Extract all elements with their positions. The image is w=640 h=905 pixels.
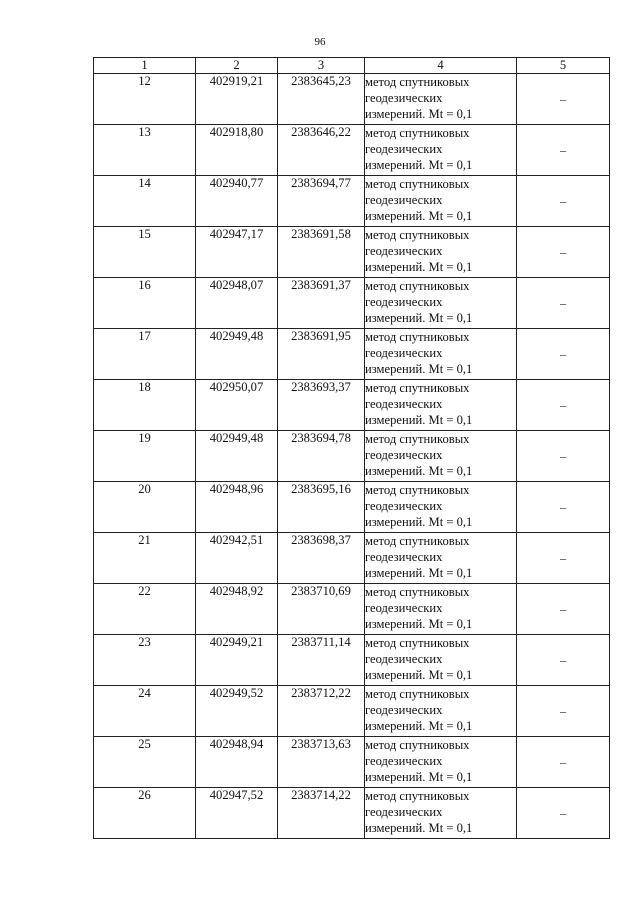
method-line-3: измерений. Mt = 0,1 (365, 566, 473, 580)
method-line-2: геодезических (365, 91, 443, 105)
method-line-3: измерений. Mt = 0,1 (365, 260, 473, 274)
description-cell: – (517, 227, 610, 278)
point-number: 23 (94, 635, 196, 686)
method-cell (365, 635, 517, 686)
method-line-2: геодезических (365, 346, 443, 360)
point-number: 26 (94, 788, 196, 839)
method-line-2: геодезических (365, 142, 443, 156)
coordinate-x: 402919,21 (196, 74, 278, 125)
table-row (94, 329, 610, 380)
method-line-1: метод спутниковых (365, 687, 470, 701)
coordinate-y: 2383710,69 (278, 584, 365, 635)
method-line-3: измерений. Mt = 0,1 (365, 821, 473, 835)
method-line-2: геодезических (365, 499, 443, 513)
table-row (94, 125, 610, 176)
table-row (94, 584, 610, 635)
method-line-3: измерений. Mt = 0,1 (365, 668, 473, 682)
table-row (94, 635, 610, 686)
point-number: 12 (94, 74, 196, 125)
method-line-1: метод спутниковых (365, 279, 470, 293)
coordinate-y: 2383698,37 (278, 533, 365, 584)
point-number: 17 (94, 329, 196, 380)
coordinate-x: 402918,80 (196, 125, 278, 176)
coordinate-x: 402950,07 (196, 380, 278, 431)
table-row (94, 227, 610, 278)
method-line-1: метод спутниковых (365, 228, 470, 242)
method-line-1: метод спутниковых (365, 738, 470, 752)
method-line-3: измерений. Mt = 0,1 (365, 515, 473, 529)
description-cell: – (517, 74, 610, 125)
coordinate-x: 402948,94 (196, 737, 278, 788)
method-line-3: измерений. Mt = 0,1 (365, 413, 473, 427)
method-line-3: измерений. Mt = 0,1 (365, 107, 473, 121)
point-number: 24 (94, 686, 196, 737)
method-cell (365, 686, 517, 737)
table-row (94, 431, 610, 482)
method-cell (365, 482, 517, 533)
coordinate-x: 402949,52 (196, 686, 278, 737)
table-row (94, 788, 610, 839)
table-row (94, 74, 610, 125)
coordinate-x: 402940,77 (196, 176, 278, 227)
method-line-1: метод спутниковых (365, 330, 470, 344)
description-cell: – (517, 176, 610, 227)
method-line-2: геодезических (365, 397, 443, 411)
method-line-1: метод спутниковых (365, 177, 470, 191)
method-cell (365, 74, 517, 125)
method-cell (365, 737, 517, 788)
coordinate-x: 402949,48 (196, 431, 278, 482)
header-col-2: 2 (196, 58, 278, 74)
table-row (94, 686, 610, 737)
coordinate-y: 2383712,22 (278, 686, 365, 737)
point-number: 18 (94, 380, 196, 431)
method-cell (365, 584, 517, 635)
method-line-1: метод спутниковых (365, 483, 470, 497)
description-cell: – (517, 737, 610, 788)
method-line-2: геодезических (365, 448, 443, 462)
point-number: 20 (94, 482, 196, 533)
method-line-2: геодезических (365, 601, 443, 615)
coordinate-x: 402948,92 (196, 584, 278, 635)
method-line-2: геодезических (365, 193, 443, 207)
coordinate-y: 2383693,37 (278, 380, 365, 431)
method-cell (365, 788, 517, 839)
point-number: 21 (94, 533, 196, 584)
description-cell: – (517, 788, 610, 839)
point-number: 19 (94, 431, 196, 482)
header-col-3: 3 (278, 58, 365, 74)
method-line-1: метод спутниковых (365, 789, 470, 803)
description-cell: – (517, 125, 610, 176)
coordinate-y: 2383713,63 (278, 737, 365, 788)
description-cell: – (517, 584, 610, 635)
description-cell: – (517, 482, 610, 533)
header-col-1: 1 (94, 58, 196, 74)
method-line-3: измерений. Mt = 0,1 (365, 158, 473, 172)
coordinate-y: 2383645,23 (278, 74, 365, 125)
method-line-3: измерений. Mt = 0,1 (365, 719, 473, 733)
description-cell: – (517, 635, 610, 686)
method-line-2: геодезических (365, 703, 443, 717)
method-line-2: геодезических (365, 550, 443, 564)
method-cell (365, 176, 517, 227)
method-line-3: измерений. Mt = 0,1 (365, 209, 473, 223)
table-row (94, 380, 610, 431)
coordinate-y: 2383691,58 (278, 227, 365, 278)
table-row (94, 533, 610, 584)
method-line-3: измерений. Mt = 0,1 (365, 770, 473, 784)
method-line-2: геодезических (365, 295, 443, 309)
table-row (94, 278, 610, 329)
coordinate-x: 402949,21 (196, 635, 278, 686)
header-col-4: 4 (365, 58, 517, 74)
method-line-1: метод спутниковых (365, 636, 470, 650)
method-line-1: метод спутниковых (365, 585, 470, 599)
coordinate-x: 402948,07 (196, 278, 278, 329)
table-row (94, 176, 610, 227)
coordinate-x: 402949,48 (196, 329, 278, 380)
description-cell: – (517, 329, 610, 380)
coordinate-x: 402947,52 (196, 788, 278, 839)
method-line-1: метод спутниковых (365, 534, 470, 548)
method-line-1: метод спутниковых (365, 126, 470, 140)
method-line-3: измерений. Mt = 0,1 (365, 311, 473, 325)
point-number: 14 (94, 176, 196, 227)
method-line-3: измерений. Mt = 0,1 (365, 464, 473, 478)
point-number: 13 (94, 125, 196, 176)
header-row (94, 58, 610, 74)
method-line-1: метод спутниковых (365, 381, 470, 395)
description-cell: – (517, 380, 610, 431)
table-row (94, 737, 610, 788)
method-line-2: геодезических (365, 244, 443, 258)
method-line-2: геодезических (365, 652, 443, 666)
coordinate-y: 2383691,95 (278, 329, 365, 380)
description-cell: – (517, 278, 610, 329)
method-line-2: геодезических (365, 754, 443, 768)
method-line-3: измерений. Mt = 0,1 (365, 617, 473, 631)
table-row (94, 482, 610, 533)
method-cell (365, 125, 517, 176)
page-number: 96 (314, 36, 326, 48)
coordinate-y: 2383694,77 (278, 176, 365, 227)
coordinate-y: 2383694,78 (278, 431, 365, 482)
coordinate-x: 402948,96 (196, 482, 278, 533)
coordinate-x: 402947,17 (196, 227, 278, 278)
coordinate-y: 2383695,16 (278, 482, 365, 533)
coordinate-y: 2383711,14 (278, 635, 365, 686)
description-cell: – (517, 686, 610, 737)
coordinate-x: 402942,51 (196, 533, 278, 584)
method-cell (365, 278, 517, 329)
method-cell (365, 533, 517, 584)
method-line-3: измерений. Mt = 0,1 (365, 362, 473, 376)
description-cell: – (517, 431, 610, 482)
method-line-2: геодезических (365, 805, 443, 819)
table-body (94, 74, 610, 839)
coordinates-table (93, 57, 610, 839)
point-number: 15 (94, 227, 196, 278)
method-cell (365, 227, 517, 278)
method-cell (365, 329, 517, 380)
header-col-5: 5 (517, 58, 610, 74)
method-line-1: метод спутниковых (365, 75, 470, 89)
coordinate-y: 2383646,22 (278, 125, 365, 176)
description-cell: – (517, 533, 610, 584)
method-cell (365, 431, 517, 482)
coordinate-y: 2383714,22 (278, 788, 365, 839)
coordinate-y: 2383691,37 (278, 278, 365, 329)
method-cell (365, 380, 517, 431)
point-number: 22 (94, 584, 196, 635)
point-number: 25 (94, 737, 196, 788)
table-header (94, 58, 610, 74)
method-line-1: метод спутниковых (365, 432, 470, 446)
point-number: 16 (94, 278, 196, 329)
